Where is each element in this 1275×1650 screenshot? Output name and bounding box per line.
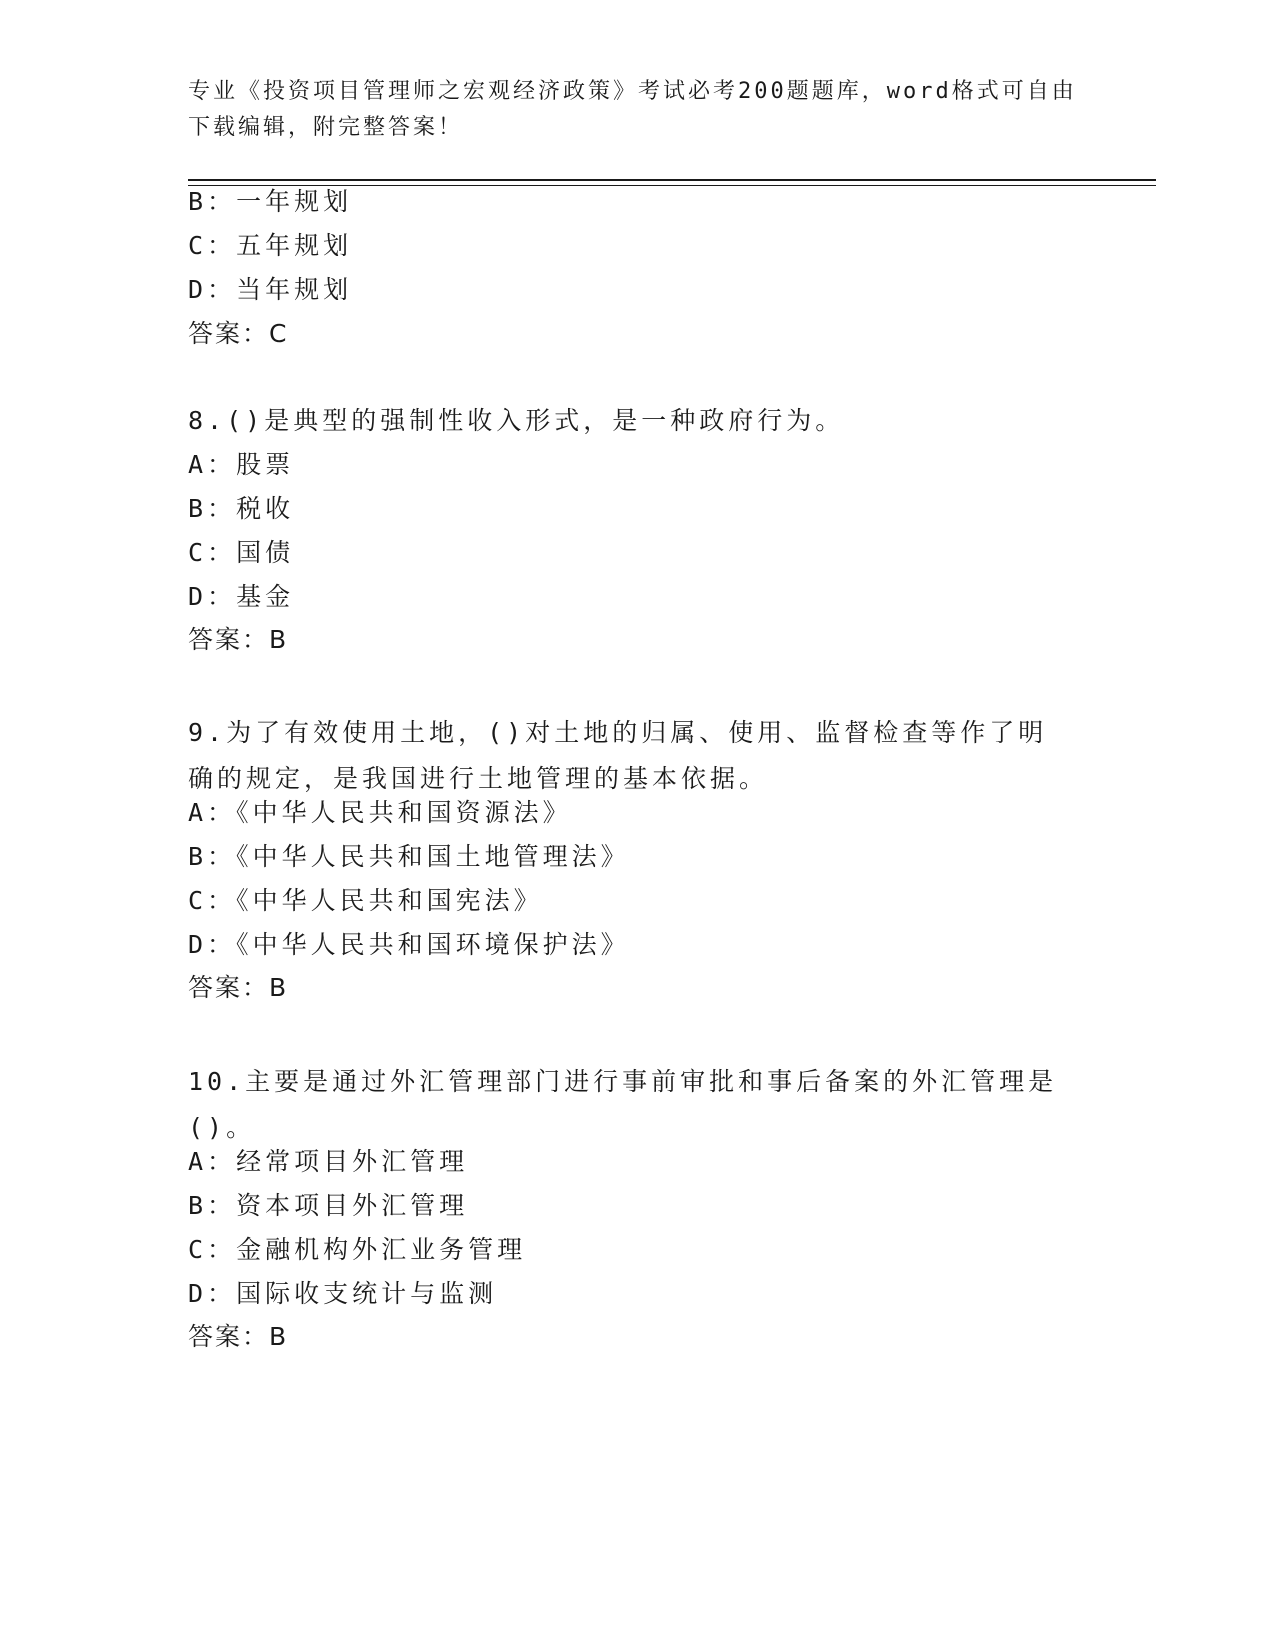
option-text: 股票 <box>236 450 295 479</box>
option-text: 一年规划 <box>236 187 353 216</box>
option-letter: D： <box>188 582 237 611</box>
option-letter: B： <box>188 187 237 216</box>
option-a <box>188 797 572 829</box>
option-c <box>188 885 543 917</box>
option-c <box>188 230 352 262</box>
option-letter: A： <box>188 450 237 479</box>
question-10-text: 10.主要是通过外汇管理部门进行事前审批和事后备案的外汇管理是()。 <box>188 1067 1058 1142</box>
option-text: 当年规划 <box>236 275 353 304</box>
option-b <box>188 841 630 873</box>
option-text: 《中华人民共和国土地管理法》 <box>236 842 630 871</box>
option-letter: B： <box>188 842 237 871</box>
option-c <box>188 537 294 569</box>
option-a <box>188 449 294 481</box>
option-letter: A： <box>188 798 237 827</box>
option-c <box>188 1234 526 1266</box>
option-letter: C： <box>188 231 237 260</box>
option-d <box>188 274 352 306</box>
option-a <box>188 1146 468 1178</box>
option-letter: C： <box>188 1235 237 1264</box>
answer-label: 答案：B <box>188 625 289 654</box>
option-b <box>188 1190 468 1222</box>
option-letter: D： <box>188 275 237 304</box>
option-letter: A： <box>188 1147 237 1176</box>
option-text: 《中华人民共和国资源法》 <box>236 798 572 827</box>
question-8-text: 8.()是典型的强制性收入形式，是一种政府行为。 <box>188 406 845 435</box>
option-text: 基金 <box>236 582 295 611</box>
option-letter: B： <box>188 494 237 523</box>
option-letter: D： <box>188 1279 237 1308</box>
option-b <box>188 186 352 218</box>
option-text: 资本项目外汇管理 <box>236 1191 469 1220</box>
option-text: 金融机构外汇业务管理 <box>236 1235 527 1264</box>
option-letter: C： <box>188 538 237 567</box>
option-text: 税收 <box>236 494 295 523</box>
option-text: 《中华人民共和国环境保护法》 <box>236 930 630 959</box>
option-d <box>188 929 630 961</box>
option-letter: D： <box>188 930 237 959</box>
option-text: 经常项目外汇管理 <box>236 1147 469 1176</box>
document-header: 专业《投资项目管理师之宏观经济政策》考试必考200题题库，word格式可自由下载编辑，附完整答案！ <box>188 79 1077 140</box>
option-text: 五年规划 <box>236 231 353 260</box>
answer-label: 答案：C <box>188 319 289 348</box>
answer-label: 答案：B <box>188 973 289 1002</box>
option-text: 国际收支统计与监测 <box>236 1279 498 1308</box>
header-rule-thick <box>188 179 1156 181</box>
option-text: 国债 <box>236 538 295 567</box>
option-letter: B： <box>188 1191 237 1220</box>
option-b <box>188 493 294 525</box>
option-d <box>188 1278 497 1310</box>
answer-label: 答案：B <box>188 1322 289 1351</box>
question-9-text: 9.为了有效使用土地，()对土地的归属、使用、监督检查等作了明确的规定，是我国进行土地管理的基本依据。 <box>188 718 1048 793</box>
option-letter: C： <box>188 886 237 915</box>
option-text: 《中华人民共和国宪法》 <box>236 886 543 915</box>
option-d <box>188 581 294 613</box>
